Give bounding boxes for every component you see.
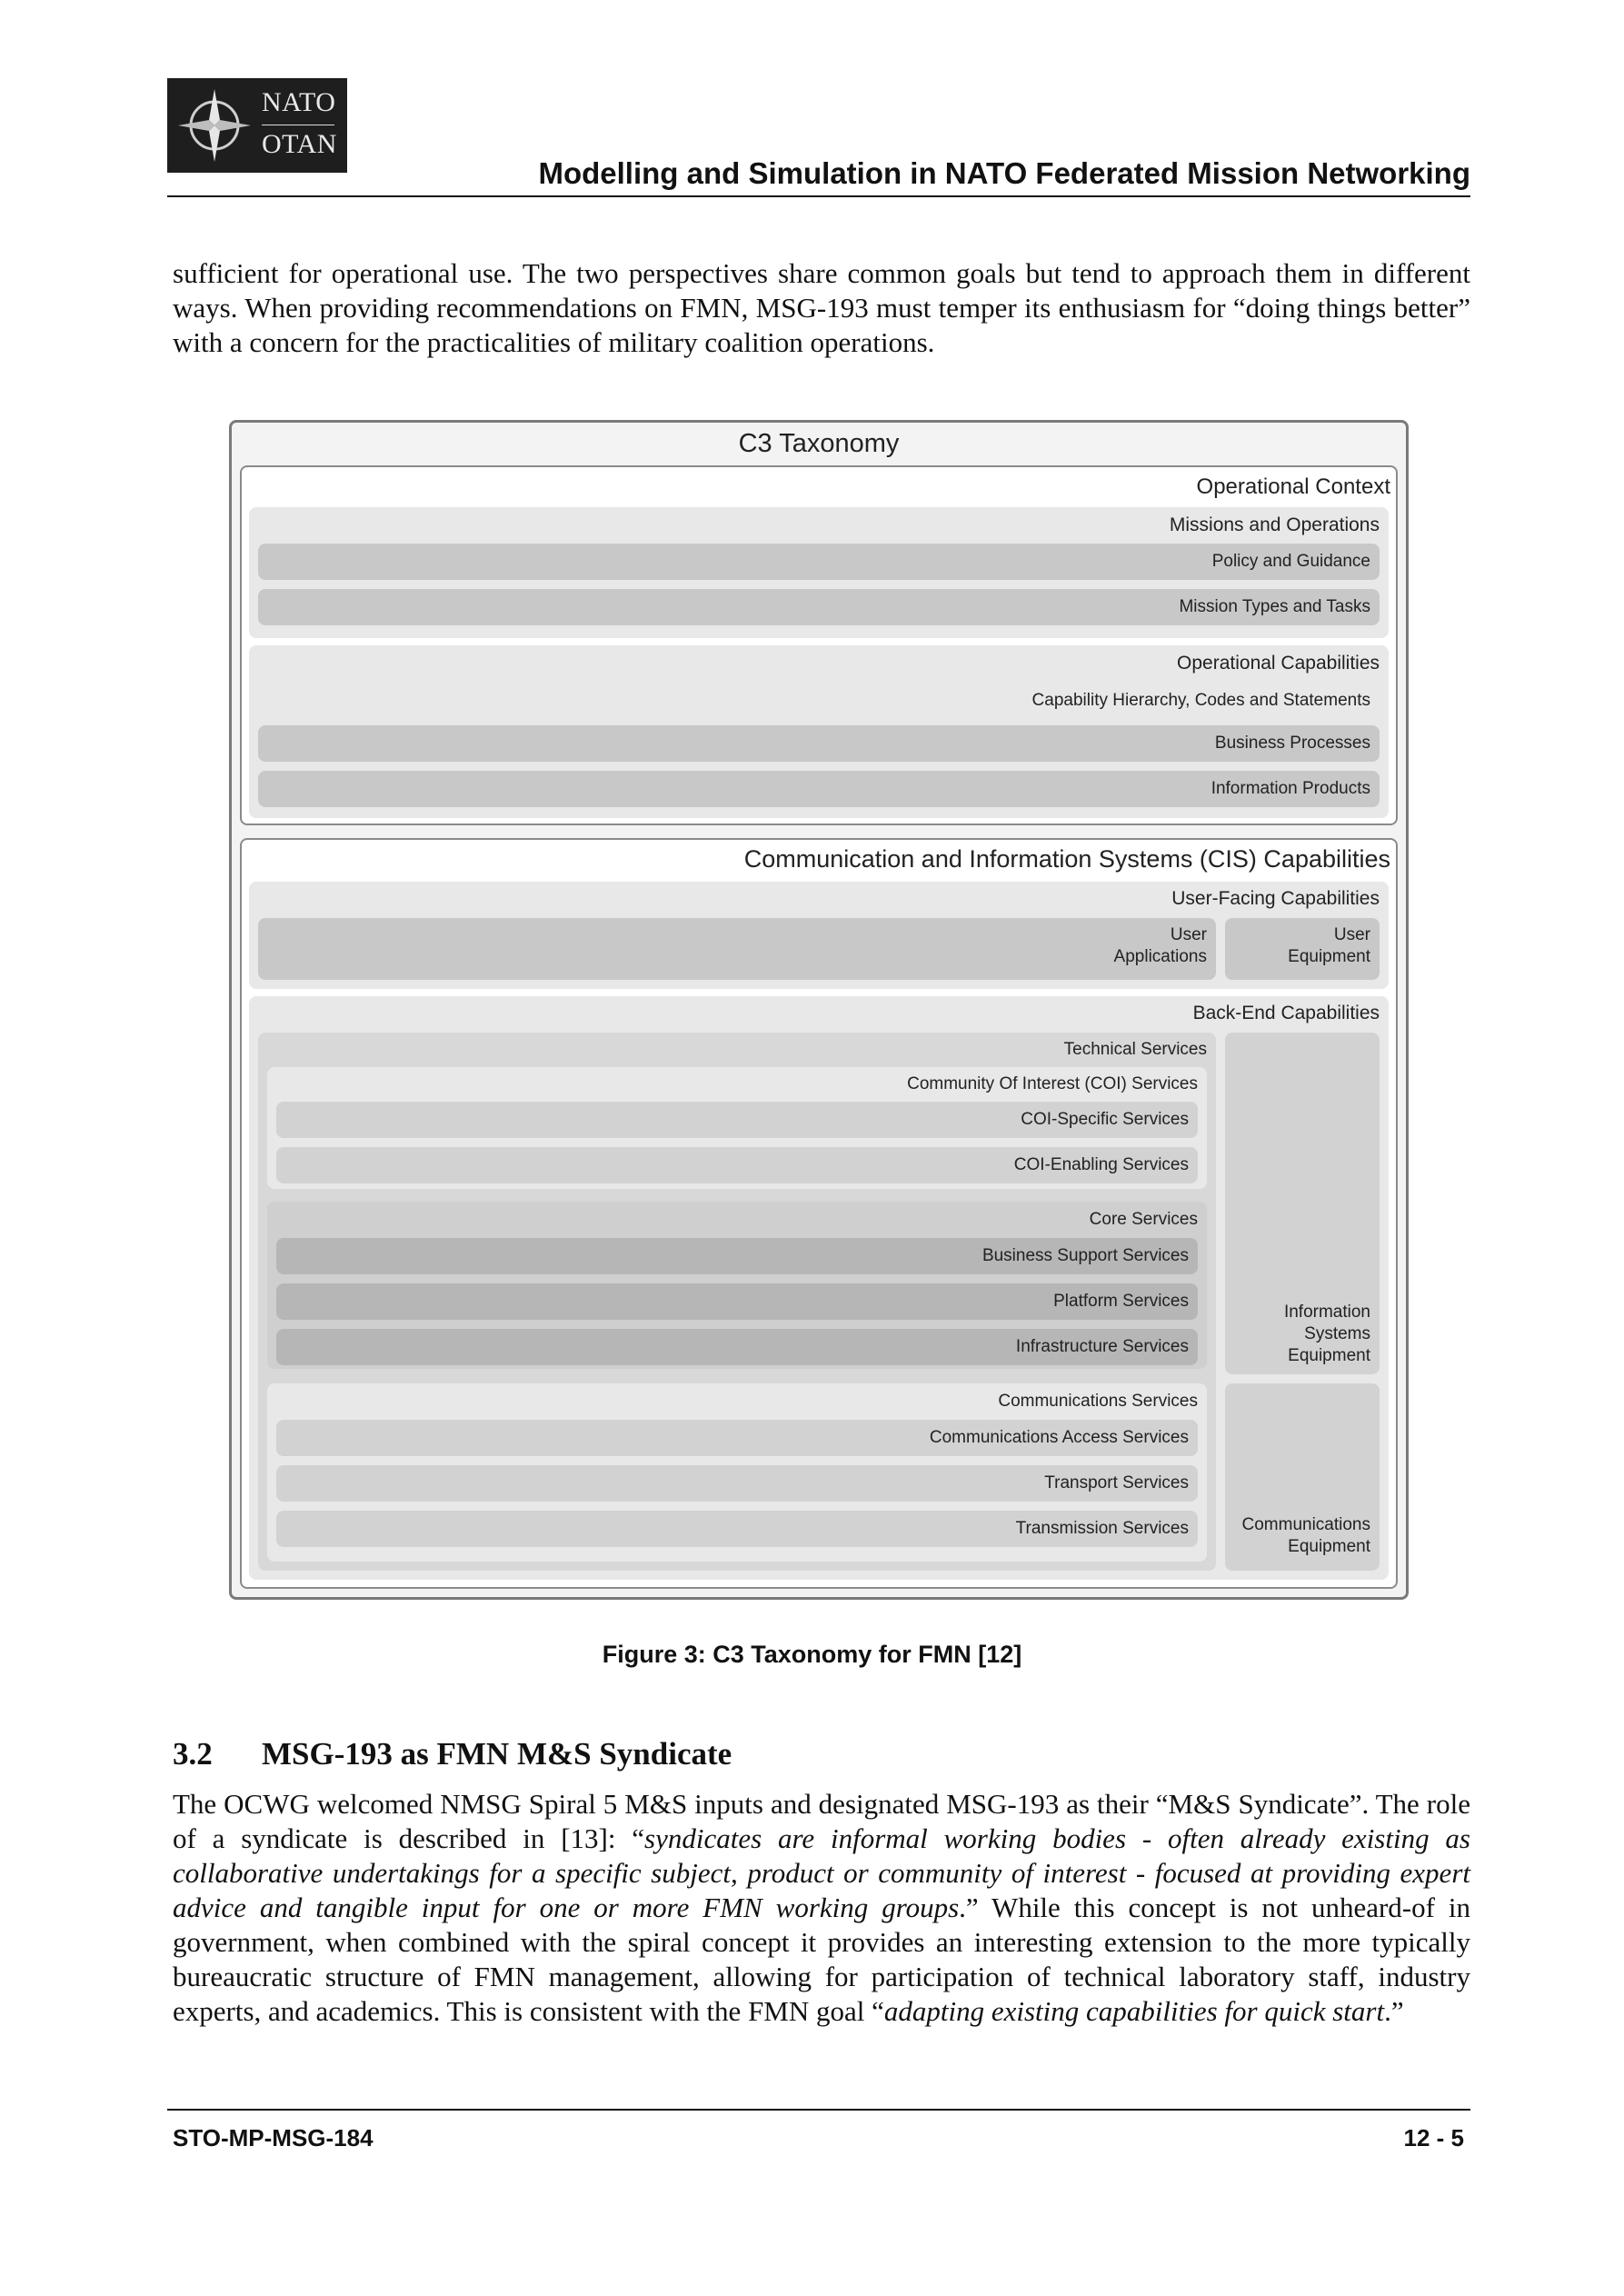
business-processes-label: Business Processes [1214, 734, 1370, 753]
back-end-capabilities-label: Back-End Capabilities [1192, 1003, 1380, 1023]
communications-equipment-line2: Equipment [1288, 1537, 1370, 1556]
infrastructure-services-label: Infrastructure Services [1015, 1337, 1189, 1356]
section-number: 3.2 [173, 1736, 213, 1772]
user-applications-line1: User [1170, 925, 1207, 944]
capability-hierarchy-label: Capability Hierarchy, Codes and Statements [1031, 691, 1370, 710]
c3-taxonomy-figure [229, 420, 1409, 1602]
information-systems-equipment-line3: Equipment [1288, 1346, 1370, 1365]
communications-equipment-line1: Communications [1241, 1515, 1370, 1534]
core-services-label: Core Services [1089, 1210, 1198, 1229]
coi-services-label: Community Of Interest (COI) Services [907, 1074, 1198, 1093]
paragraph-syndicate-text-3: .” [1384, 1995, 1404, 2027]
footer-rule [167, 2109, 1470, 2111]
logo-text-otan: OTAN [262, 129, 337, 159]
information-systems-equipment-line1: Information [1283, 1303, 1370, 1322]
c3-taxonomy-title: C3 Taxonomy [738, 429, 900, 458]
business-support-services-label: Business Support Services [981, 1246, 1189, 1265]
paragraph-syndicate [173, 1787, 1470, 2029]
business-processes-box [258, 725, 1380, 762]
operational-capabilities-label: Operational Capabilities [1177, 653, 1380, 674]
page-number: 12 - 5 [1403, 2124, 1464, 2151]
communications-services-label: Communications Services [998, 1392, 1198, 1411]
user-applications-box [258, 918, 1216, 980]
document-id: STO-MP-MSG-184 [173, 2124, 374, 2151]
transmission-services-label: Transmission Services [1015, 1519, 1189, 1538]
user-equipment-line2: Equipment [1288, 947, 1370, 966]
logo-text-nato: NATO [262, 87, 336, 117]
communications-access-services-label: Communications Access Services [929, 1428, 1189, 1447]
platform-services-label: Platform Services [1053, 1292, 1189, 1311]
user-equipment-line1: User [1333, 925, 1370, 944]
missions-and-operations-label: Missions and Operations [1169, 514, 1380, 535]
paragraph-syndicate-text-1: The OCWG welcomed NMSG Spiral 5 M&S inputs and designated MSG-193 as their “M&S Syndicate”. The role of a syndicate is described in [13]: “ [173, 1788, 1470, 1854]
user-equipment-label [1288, 924, 1370, 968]
coi-enabling-services-label: COI-Enabling Services [1013, 1155, 1189, 1174]
information-products-label: Information Products [1211, 779, 1370, 798]
user-applications-label [1114, 924, 1207, 968]
cis-capabilities-label: Communication and Information Systems (CIS) Capabilities [743, 845, 1390, 873]
header-rule [167, 195, 1470, 197]
user-applications-line2: Applications [1113, 947, 1207, 966]
information-systems-equipment-label [1284, 1302, 1370, 1367]
transport-services-label: Transport Services [1044, 1473, 1189, 1492]
nato-compass-star-icon [176, 87, 253, 164]
information-systems-equipment-line2: Systems [1304, 1324, 1370, 1343]
fmn-goal-quote: adapting existing capabilities for quick start [883, 1995, 1385, 2027]
syndicate-definition-quote: syndicates are informal working bodies - often already existing as collaborative undertakings for a specific subject, product or community of interest - focused at providing expert advice and tangible input for one or more FMN working groups [173, 1822, 1470, 1923]
user-facing-capabilities-label: User-Facing Capabilities [1171, 888, 1380, 909]
paragraph-intro: sufficient for operational use. The two perspectives share common goals but tend to approach them in different ways. When providing recommendations on FMN, MSG-193 must temper its enthusiasm for “doing things better” with a concern for the practicalities of military coalition operations. [173, 257, 1470, 358]
policy-and-guidance-label: Policy and Guidance [1211, 552, 1370, 571]
running-title: Modelling and Simulation in NATO Federated Mission Networking [538, 156, 1470, 190]
coi-specific-services-label: COI-Specific Services [1021, 1110, 1189, 1129]
communications-equipment-label [1242, 1514, 1371, 1558]
mission-types-and-tasks-label: Mission Types and Tasks [1179, 597, 1370, 616]
operational-context-label: Operational Context [1196, 474, 1390, 499]
figure-caption: Figure 3: C3 Taxonomy for FMN [12] [602, 1641, 1022, 1668]
technical-services-label: Technical Services [1063, 1040, 1207, 1059]
paragraph-syndicate-text-2: .” While this concept is not unheard-of in government, when combined with the spiral concept it provides an interesting extension to the more typically bureaucratic structure of FMN management, allowing for participation of technical laboratory staff, industry experts, and academics. This is consistent with the FMN goal “ [173, 1892, 1470, 2027]
section-title: MSG-193 as FMN M&S Syndicate [262, 1736, 732, 1772]
nato-logo [167, 78, 347, 173]
